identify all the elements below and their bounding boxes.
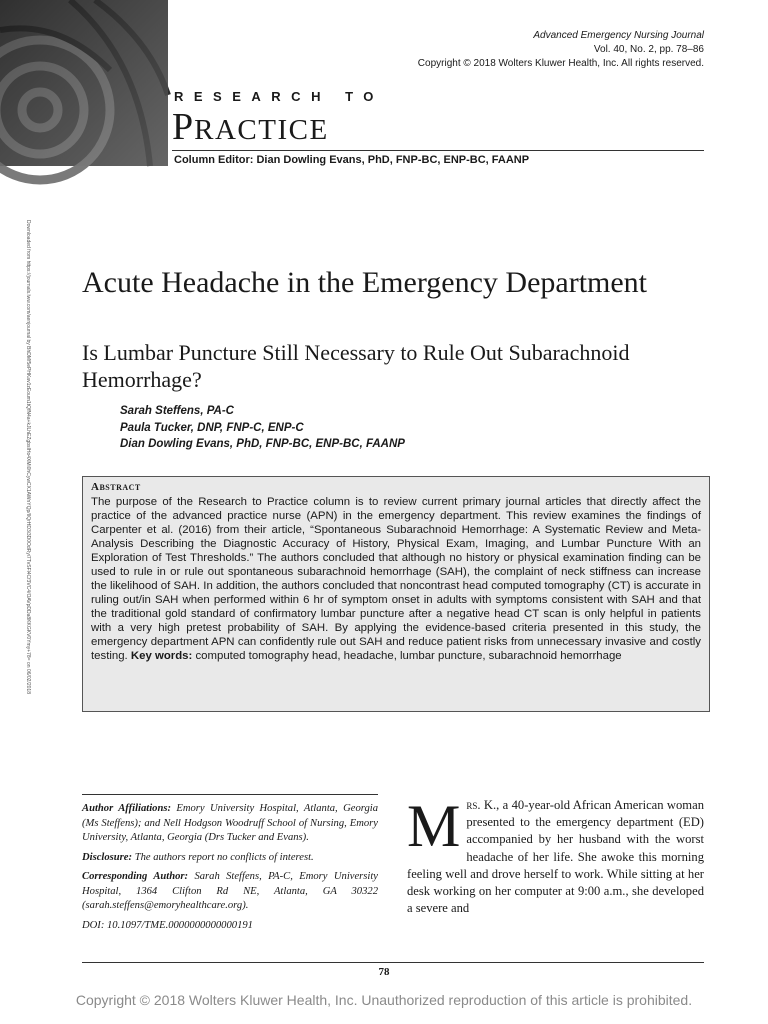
article-body: [407, 793, 704, 917]
doi: DOI: 10.1097/TME.0000000000000191: [82, 919, 253, 931]
side-download-notice: [25, 220, 41, 840]
journal-copyright: Copyright © 2018 Wolters Kluwer Health, Inc. All rights reserved.: [417, 58, 704, 69]
journal-volume: Vol. 40, No. 2, pp. 78–86: [593, 44, 704, 55]
author-name: Sarah Steffens, PA-C: [120, 405, 234, 417]
journal-meta: [418, 29, 704, 71]
journal-name: Advanced Emergency Nursing Journal: [533, 30, 704, 41]
author-list: [120, 403, 405, 453]
corresponding-author: [82, 870, 378, 914]
section-kicker: RESEARCH TO: [174, 89, 384, 104]
author-affiliations-label: Author Affiliations:: [82, 803, 171, 814]
section-name-rest: RACTICE: [194, 114, 329, 146]
author-notes: [82, 794, 378, 938]
keywords-label: Key words:: [130, 650, 193, 662]
article-subtitle: Is Lumbar Puncture Still Necessary to Rule Out Subarachnoid Hemorrhage?: [82, 340, 630, 392]
section-name-cap: P: [172, 106, 195, 148]
column-editor: Column Editor: Dian Dowling Evans, PhD, FNP-BC, ENP-BC, FAANP: [174, 154, 530, 166]
corresponding-author-label: Corresponding Author:: [82, 871, 189, 882]
side-download-text: Downloaded from https://journals.lww.com/aenjournal by BhDMf5ePHKav1zEoum1tQfN4a+kJLhEZgbsIHo4XMi0hCywCX1AWnYQp/IlQrHD3i3D0OdRyi7TvSFl4Cf3VC4/OAVpDDa8KKGKV0Ymy+78= on 06/02/2018: [25, 220, 31, 694]
abstract-body: [91, 495, 701, 663]
drop-cap: M: [407, 793, 461, 859]
copyright-footer: Copyright © 2018 Wolters Kluwer Health, Inc. Unauthorized reproduction of this article is prohibited.: [75, 992, 693, 1008]
page-number: 78: [378, 966, 390, 978]
section-name: [172, 106, 329, 151]
article-title: Acute Headache in the Emergency Department: [82, 266, 648, 299]
section-corner-artwork: [0, 0, 168, 166]
disclosure-text: The authors report no conflicts of interest.: [134, 851, 314, 863]
footer-rule: [82, 962, 704, 963]
author-name: Dian Dowling Evans, PhD, FNP-BC, ENP-BC, FAANP: [120, 438, 405, 450]
disclosure: [82, 851, 378, 866]
abstract-box: [82, 476, 710, 712]
lead-in: rs. K.,: [466, 798, 500, 812]
author-name: Paula Tucker, DNP, FNP-C, ENP-C: [120, 421, 304, 434]
abstract-text: The purpose of the Research to Practice column is to review current primary journal articles that directly affect the practice of the advanced practice nurse (APN) in the emergency department. This review examines the findings of Carpenter et al. (2016) from their article, “Spontaneous Subarachnoid Hemorrhage: A Systematic Review and Meta-Analysis Describing the Diagnostic Accuracy of History, Physical Exam, Imaging, and Lumbar Puncture With an Exploration of Test Thresholds.” The authors concluded that although no history or physical examination finding can be used to rule in or rule out spontaneous subarachnoid hemorrhage (SAH), the complaint of neck stiffness can increase the likelihood of SAH. In addition, the authors concluded that noncontrast head computed tomography (CT) is accurate in ruling out/in SAH when performed within 6 hr of symptom onset in adults with symptoms consistent with SAH and that the traditional gold standard of confirmatory lumbar puncture after a negative head CT scan is only helpful in patients with a very high pretest probability of SAH. By applying the evidence-based criteria presented in this study, the emergency department APN can confidently rule out SAH and reduce patient risks from unnecessary invasive and costly testing.: [91, 496, 701, 662]
header-rule: [172, 150, 704, 151]
author-affiliations-text: Emory University Hospital, Atlanta, Georgia (Ms Steffens); and Nell Hodgson Woodruff School of Nursing, Emory University, Atlanta, Georgia (Drs Tucker and Evans).: [82, 803, 379, 843]
body-paragraph: a 40-year-old African American woman presented to the emergency department (ED) accompanied by her husband with the worst headache of her life. She awoke this morning feeling well and drove herself to work. While sitting at her desk working on her computer at 9:00 a.m., she developed a severe and: [407, 798, 704, 916]
author-affiliations: [82, 802, 378, 846]
corresponding-author-text: Sarah Steffens, PA-C, Emory University Hospital, 1364 Clifton Rd NE, Atlanta, GA 30322 (sarah.steffens@emoryhealthcare.org).: [82, 871, 378, 911]
disclosure-label: Disclosure:: [82, 851, 133, 863]
keywords: computed tomography head, headache, lumbar puncture, subarachnoid hemorrhage: [195, 650, 622, 662]
abstract-heading: Abstract: [91, 481, 141, 493]
